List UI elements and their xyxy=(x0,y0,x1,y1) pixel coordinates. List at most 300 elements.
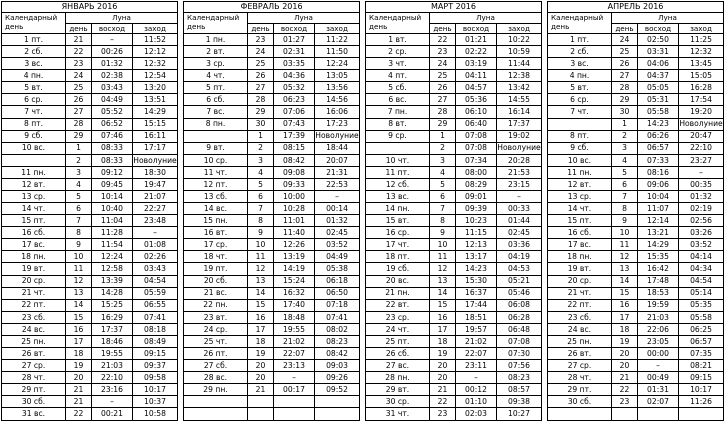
moonrise-cell: 09:01 xyxy=(456,191,497,203)
moonrise-cell: 11:15 xyxy=(456,227,497,239)
table-row xyxy=(184,335,360,347)
moonset-cell: 07:35 xyxy=(679,348,724,360)
moon-day-cell: 20 xyxy=(430,372,456,384)
moonset-cell: 04:34 xyxy=(679,263,724,275)
table-row xyxy=(2,58,178,70)
moonrise-cell: 15:30 xyxy=(456,275,497,287)
moonset-cell: 12:24 xyxy=(315,58,360,70)
moon-day-cell: 17 xyxy=(430,323,456,335)
calendar-date-cell: 1 вт. xyxy=(366,34,430,46)
moonrise-cell: 00:26 xyxy=(92,46,133,58)
moonset-cell: 06:55 xyxy=(133,299,178,311)
table-row xyxy=(548,142,724,154)
moonrise-cell: 15:24 xyxy=(274,275,315,287)
table-row xyxy=(548,287,724,299)
moonset-cell: 04:53 xyxy=(497,263,542,275)
table-row xyxy=(2,70,178,82)
table-row xyxy=(184,263,360,275)
calendar-date-cell: 19 вт. xyxy=(2,263,66,275)
moonrise-cell: 01:10 xyxy=(456,396,497,408)
moonrise-cell: 17:48 xyxy=(638,275,679,287)
calendar-date-cell: 10 ср. xyxy=(184,154,248,166)
table-row xyxy=(366,34,542,46)
moonset-cell: 05:35 xyxy=(679,299,724,311)
table-row xyxy=(184,142,360,154)
calendar-date-cell: 18 чт. xyxy=(184,251,248,263)
calendar-date-cell: 21 вс. xyxy=(184,287,248,299)
table-row xyxy=(366,166,542,178)
moon-day-cell: 6 xyxy=(612,178,638,190)
calendar-date-cell: 23 вт. xyxy=(184,311,248,323)
calendar-date-cell: 7 чт. xyxy=(548,106,612,118)
moonrise-cell: 13:17 xyxy=(456,251,497,263)
moonrise-cell: 09:45 xyxy=(92,178,133,190)
moonrise-cell: 21:03 xyxy=(638,311,679,323)
moonrise-cell: 14:23 xyxy=(638,118,679,130)
calendar-date-cell: 20 ср. xyxy=(548,275,612,287)
moonrise-cell: 12:24 xyxy=(92,251,133,263)
moonrise-cell: 05:36 xyxy=(456,94,497,106)
moonset-cell: Новолуние xyxy=(679,119,723,129)
moonrise-cell: – xyxy=(638,360,679,372)
table-row xyxy=(2,384,178,396)
table-row xyxy=(548,70,724,82)
moon-day-cell: 25 xyxy=(248,58,274,70)
moonset-cell: – xyxy=(133,227,178,239)
moonrise-cell: 17:37 xyxy=(92,323,133,335)
moonrise-cell: 00:12 xyxy=(456,384,497,396)
moonrise-cell: 17:40 xyxy=(274,299,315,311)
moon-day-cell: 29 xyxy=(612,94,638,106)
moonset-cell: 13:42 xyxy=(497,82,542,94)
moonset-cell: 21:53 xyxy=(497,166,542,178)
moon-day-cell: 9 xyxy=(248,227,274,239)
moonset-cell: 09:58 xyxy=(133,372,178,384)
moon-day-cell: 20 xyxy=(612,360,638,372)
table-row xyxy=(2,372,178,384)
moonset-cell: 03:36 xyxy=(497,239,542,251)
calendar-date-cell: 4 пн. xyxy=(548,70,612,82)
table-row xyxy=(2,215,178,227)
month-block xyxy=(365,1,541,431)
moonrise-cell: 04:11 xyxy=(456,70,497,82)
calendar-date-cell: 24 вс. xyxy=(548,323,612,335)
moonset-cell: 23:27 xyxy=(679,154,724,166)
moonset-cell: 11:22 xyxy=(315,34,360,46)
table-row xyxy=(2,94,178,106)
moon-day-cell: 26 xyxy=(248,70,274,82)
moonset-cell: 07:08 xyxy=(497,335,542,347)
moonset-cell: 08:18 xyxy=(133,323,178,335)
moonset-header: заход xyxy=(315,24,360,34)
moonset-cell: 10:58 xyxy=(133,408,178,420)
moonset-cell: – xyxy=(315,191,360,203)
moon-day-cell: 21 xyxy=(66,396,92,408)
calendar-date-cell: 18 пн. xyxy=(548,251,612,263)
moon-day-cell: 20 xyxy=(66,372,92,384)
moonset-cell: 06:18 xyxy=(315,275,360,287)
calendar-date-cell: 20 ср. xyxy=(2,275,66,287)
calendar-date-cell: 25 пн. xyxy=(548,335,612,347)
table-row xyxy=(366,360,542,372)
calendar-date-cell: 29 пт. xyxy=(548,384,612,396)
moonset-cell: 11:44 xyxy=(497,58,542,70)
moonrise-cell: 10:14 xyxy=(92,191,133,203)
calendar-date-cell: 2 ср. xyxy=(366,46,430,58)
moonrise-cell: 10:40 xyxy=(92,203,133,215)
table-row xyxy=(184,34,360,46)
moonrise-cell: 16:32 xyxy=(274,287,315,299)
table-row xyxy=(2,154,178,166)
moon-day-cell: 21 xyxy=(430,384,456,396)
table-row xyxy=(2,106,178,118)
table-row xyxy=(548,275,724,287)
calendar-date-cell: 22 вт. xyxy=(366,299,430,311)
moon-day-cell: 14 xyxy=(66,299,92,311)
moonrise-cell: 06:23 xyxy=(274,94,315,106)
moonset-cell: 22:53 xyxy=(315,178,360,190)
moonrise-cell: 14:28 xyxy=(92,287,133,299)
calendar-date-cell: 29 пн. xyxy=(184,384,248,396)
moonset-cell xyxy=(315,408,360,420)
moonset-cell: 12:54 xyxy=(133,70,178,82)
moonrise-cell: 19:59 xyxy=(638,299,679,311)
moon-day-cell: 12 xyxy=(430,263,456,275)
calendar-day-header-line2: день xyxy=(369,22,388,31)
moonrise-cell: 07:08 xyxy=(456,130,497,142)
moonrise-cell: 07:08 xyxy=(456,142,497,154)
table-row xyxy=(184,215,360,227)
moonset-cell: 11:26 xyxy=(679,396,724,408)
calendar-date-cell: 3 вс. xyxy=(548,58,612,70)
moon-day-cell xyxy=(248,408,274,420)
table-row xyxy=(184,82,360,94)
table-row xyxy=(366,287,542,299)
moon-day-cell: 16 xyxy=(612,299,638,311)
table-row xyxy=(366,106,542,118)
moonrise-cell: 01:21 xyxy=(456,34,497,46)
moonrise-cell: 23:05 xyxy=(638,335,679,347)
table-row xyxy=(548,384,724,396)
moon-day-cell: 2 xyxy=(612,130,638,142)
moon-day-cell: 24 xyxy=(66,70,92,82)
table-row xyxy=(184,372,360,384)
moon-day-cell: 15 xyxy=(66,311,92,323)
table-row xyxy=(184,299,360,311)
moonrise-cell: 01:27 xyxy=(274,34,315,46)
moonrise-cell: 19:55 xyxy=(274,323,315,335)
table-row xyxy=(548,58,724,70)
moon-day-cell: 1 xyxy=(612,118,638,130)
moon-day-cell: 11 xyxy=(66,263,92,275)
moonrise-cell: 04:36 xyxy=(274,70,315,82)
calendar-date-cell: 22 пт. xyxy=(2,299,66,311)
moon-day-cell: 27 xyxy=(66,106,92,118)
calendar-date-cell: 30 сб. xyxy=(2,396,66,408)
table-row xyxy=(2,263,178,275)
moonrise-cell: 06:40 xyxy=(456,118,497,130)
moonset-cell: 18:30 xyxy=(133,166,178,178)
moonset-cell: 09:15 xyxy=(679,372,724,384)
table-row xyxy=(2,396,178,408)
table-row xyxy=(366,58,542,70)
calendar-date-cell: 15 пт. xyxy=(548,215,612,227)
moonset-cell: 20:07 xyxy=(315,154,360,166)
moonset-header: заход xyxy=(497,24,542,34)
moonset-cell: 10:22 xyxy=(497,34,542,46)
table-row xyxy=(366,263,542,275)
moon-day-cell: 21 xyxy=(66,34,92,46)
calendar-date-cell xyxy=(184,130,248,142)
calendar-date-cell: 27 вс. xyxy=(366,360,430,372)
moonrise-cell: 07:46 xyxy=(92,130,133,142)
calendar-day-header-line2: день xyxy=(5,22,24,31)
moonrise-cell: 21:03 xyxy=(92,360,133,372)
moonrise-cell: 10:23 xyxy=(456,215,497,227)
moonset-cell: 16:28 xyxy=(679,82,724,94)
calendar-date-cell: 1 пн. xyxy=(184,34,248,46)
moonrise-cell: 07:34 xyxy=(456,154,497,166)
calendar-date-cell: 19 вт. xyxy=(548,263,612,275)
moonrise-cell: 23:13 xyxy=(274,360,315,372)
moonset-cell: 09:03 xyxy=(315,360,360,372)
moonset-cell: 16:11 xyxy=(133,130,178,142)
moonrise-cell: 06:57 xyxy=(638,142,679,154)
moon-day-cell: 6 xyxy=(66,203,92,215)
moon-day-cell: 28 xyxy=(248,94,274,106)
moon-day-cell: 21 xyxy=(248,384,274,396)
calendar-date-cell: 21 чт. xyxy=(548,287,612,299)
moonrise-cell: 04:06 xyxy=(638,58,679,70)
moonset-cell: 17:23 xyxy=(315,118,360,130)
moonset-cell: 06:57 xyxy=(679,335,724,347)
calendar-date-cell: 23 сб. xyxy=(548,311,612,323)
calendar-day-header-line2: день xyxy=(551,22,570,31)
table-row xyxy=(548,360,724,372)
moonset-cell: 10:27 xyxy=(497,408,542,420)
moon-day-cell: 26 xyxy=(66,94,92,106)
moon-day-cell: 27 xyxy=(430,94,456,106)
table-row xyxy=(184,227,360,239)
moonrise-cell: 08:33 xyxy=(92,154,133,166)
calendar-date-cell: 23 ср. xyxy=(366,311,430,323)
moonset-cell: 23:15 xyxy=(497,178,542,190)
moon-day-cell: 27 xyxy=(612,70,638,82)
moonrise-cell: 21:02 xyxy=(274,335,315,347)
moon-day-cell: 13 xyxy=(66,287,92,299)
moon-day-cell: 5 xyxy=(66,191,92,203)
calendar-date-cell: 28 пн. xyxy=(366,372,430,384)
moonset-cell: 00:33 xyxy=(497,203,542,215)
calendar-date-cell: 2 сб. xyxy=(2,46,66,58)
table-row xyxy=(2,239,178,251)
moonset-cell: 12:38 xyxy=(497,70,542,82)
calendar-date-cell: 20 сб. xyxy=(184,275,248,287)
moonset-cell: 21:31 xyxy=(315,166,360,178)
moon-day-cell: 18 xyxy=(66,348,92,360)
moon-day-cell: 4 xyxy=(612,154,638,166)
moon-day-cell: 15 xyxy=(612,287,638,299)
table-row xyxy=(184,287,360,299)
calendar-date-cell: 1 пт. xyxy=(548,34,612,46)
moon-day-cell: 12 xyxy=(612,251,638,263)
moon-day-cell: 7 xyxy=(66,215,92,227)
moon-day-cell: 23 xyxy=(430,46,456,58)
moonrise-cell: 00:21 xyxy=(92,408,133,420)
moonrise-header: восход xyxy=(274,24,315,34)
table-row xyxy=(184,106,360,118)
moonset-cell: 08:57 xyxy=(497,384,542,396)
moon-day-cell: 7 xyxy=(430,203,456,215)
calendar-date-cell: 10 вс. xyxy=(548,154,612,166)
moonrise-cell: 16:42 xyxy=(638,263,679,275)
moon-day-cell: 20 xyxy=(612,348,638,360)
moonrise-cell: 14:23 xyxy=(456,263,497,275)
calendar-date-cell: 25 чт. xyxy=(184,335,248,347)
moonset-cell: 07:41 xyxy=(133,311,178,323)
calendar-date-cell: 8 пн. xyxy=(184,118,248,130)
table-row xyxy=(184,46,360,58)
calendar-day-header-line1: Календарный xyxy=(5,13,58,22)
moonrise-cell: 18:48 xyxy=(274,311,315,323)
moon-day-cell: 23 xyxy=(612,396,638,408)
moonrise-cell xyxy=(274,396,315,408)
calendar-date-cell: 8 вт. xyxy=(366,118,430,130)
moonset-cell: 04:49 xyxy=(315,251,360,263)
moonrise-header: восход xyxy=(638,24,679,34)
moonset-cell: Новолуние xyxy=(315,131,359,141)
table-row xyxy=(184,58,360,70)
moon-day-cell: 27 xyxy=(248,82,274,94)
moonrise-cell: 09:39 xyxy=(456,203,497,215)
moon-day-header: день xyxy=(66,24,92,34)
table-row xyxy=(184,70,360,82)
moonset-cell: 11:50 xyxy=(315,46,360,58)
moon-day-cell: 17 xyxy=(612,311,638,323)
table-row xyxy=(366,323,542,335)
calendar-date-cell: 17 вс. xyxy=(548,239,612,251)
moonset-cell: 13:05 xyxy=(315,70,360,82)
moonset-cell: 10:17 xyxy=(133,384,178,396)
calendar-date-cell: 6 ср. xyxy=(2,94,66,106)
moonrise-cell: 22:10 xyxy=(92,372,133,384)
moonset-cell: 06:48 xyxy=(497,323,542,335)
table-row xyxy=(548,323,724,335)
table-row xyxy=(2,287,178,299)
moonrise-cell: 01:32 xyxy=(92,58,133,70)
moon-header: Луна xyxy=(248,13,360,24)
moonset-cell: 01:32 xyxy=(315,215,360,227)
moon-day-cell: 18 xyxy=(248,335,274,347)
moonset-cell: 13:51 xyxy=(133,94,178,106)
moon-day-cell: 22 xyxy=(66,408,92,420)
moonrise-cell: 21:02 xyxy=(456,335,497,347)
moonrise-cell: 00:00 xyxy=(638,348,679,360)
calendar-day-header xyxy=(366,13,430,34)
table-row xyxy=(548,191,724,203)
table-row xyxy=(366,348,542,360)
table-row xyxy=(366,178,542,190)
table-row xyxy=(366,70,542,82)
moon-day-cell: 24 xyxy=(612,34,638,46)
calendar-date-cell: 30 ср. xyxy=(366,396,430,408)
table-row xyxy=(366,408,542,420)
table-row xyxy=(548,215,724,227)
table-row xyxy=(548,311,724,323)
table-row xyxy=(2,178,178,190)
moonrise-cell: 07:33 xyxy=(638,154,679,166)
moonset-cell: 08:42 xyxy=(315,348,360,360)
moonset-cell: 10:59 xyxy=(497,46,542,58)
moonrise-cell: 08:29 xyxy=(456,178,497,190)
calendar-date-cell: 9 вт. xyxy=(184,142,248,154)
month-table xyxy=(365,1,542,421)
moonset-cell: 12:32 xyxy=(679,46,724,58)
moonrise-cell: 05:58 xyxy=(638,106,679,118)
moonrise-cell: 16:37 xyxy=(456,287,497,299)
moonset-cell: 08:02 xyxy=(315,323,360,335)
moonrise-cell: 14:19 xyxy=(274,263,315,275)
calendar-date-cell: 26 вт. xyxy=(548,348,612,360)
table-row xyxy=(548,227,724,239)
moonset-cell: 08:23 xyxy=(315,335,360,347)
moonset-cell: 15:05 xyxy=(679,70,724,82)
calendar-date-cell: 31 вс. xyxy=(2,408,66,420)
moonrise-cell: 22:06 xyxy=(638,323,679,335)
moonset-cell: – xyxy=(497,191,542,203)
calendar-date-cell: 7 чт. xyxy=(2,106,66,118)
moonrise-cell: 10:28 xyxy=(274,203,315,215)
moonset-cell: 11:52 xyxy=(133,34,178,46)
calendar-date-cell: 11 пт. xyxy=(366,166,430,178)
moon-day-cell: 2 xyxy=(430,142,456,154)
moonrise-cell: – xyxy=(456,372,497,384)
moonrise-cell: 06:10 xyxy=(456,106,497,118)
table-row xyxy=(366,227,542,239)
table-row xyxy=(2,191,178,203)
calendar-date-cell: 26 вт. xyxy=(2,348,66,360)
moonrise-cell: 11:01 xyxy=(274,215,315,227)
table-row xyxy=(2,335,178,347)
table-row xyxy=(548,408,724,420)
moonrise-cell: 18:46 xyxy=(92,335,133,347)
moonrise-cell: 17:44 xyxy=(456,299,497,311)
moonrise-cell: 22:07 xyxy=(274,348,315,360)
table-row xyxy=(2,34,178,46)
moonrise-cell: 02:03 xyxy=(456,408,497,420)
moonrise-cell: 19:55 xyxy=(92,348,133,360)
table-row xyxy=(2,142,178,154)
calendar-date-cell: 27 сб. xyxy=(184,360,248,372)
moon-day-cell: 7 xyxy=(248,203,274,215)
calendar-date-cell: 7 пн. xyxy=(366,106,430,118)
calendar-date-cell: 5 пт. xyxy=(184,82,248,94)
moon-day-cell: 16 xyxy=(66,323,92,335)
calendar-date-cell: 9 ср. xyxy=(366,130,430,142)
moonset-cell: Новолуние xyxy=(133,155,177,165)
month-table xyxy=(183,1,360,421)
moonset-cell: 03:52 xyxy=(679,239,724,251)
moonset-cell: 00:14 xyxy=(315,203,360,215)
moon-day-cell: 5 xyxy=(248,178,274,190)
table-row xyxy=(548,299,724,311)
moonrise-cell: 00:49 xyxy=(638,372,679,384)
calendar-date-cell: 17 чт. xyxy=(366,239,430,251)
moonrise-cell: 02:22 xyxy=(456,46,497,58)
table-row xyxy=(548,348,724,360)
moon-day-cell: 21 xyxy=(612,372,638,384)
calendar-date-cell: 30 сб. xyxy=(548,396,612,408)
